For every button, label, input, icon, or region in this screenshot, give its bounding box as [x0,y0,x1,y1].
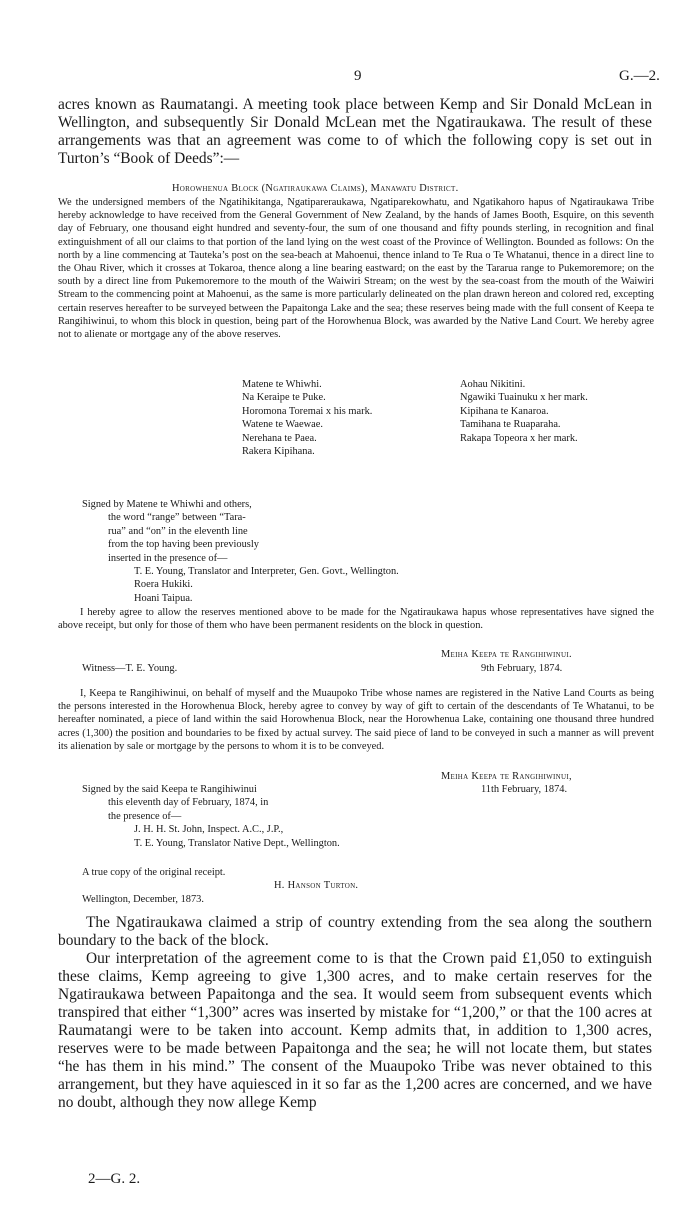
footer-signature: 2—G. 2. [88,1171,141,1187]
true-copy-line: A true copy of the original receipt. [82,867,226,878]
signatory: Rakapa Topeora x her mark. [460,432,578,444]
witness: Roera Hukiki. [134,579,193,591]
signed-line: from the top having been previously [108,539,259,551]
agreement1-date: 9th February, 1874. [481,663,563,674]
deed-body: We the undersigned members of the Ngatihikitanga, Ngatipareraukawa, Ngatiparekowhatu, and Ngatikahoro hapus of Ngatiraukawa Tribe hereby acknowledge to have received from the General Government of New Zealand, by the hands of James Booth, Esquire, on this seventh day of February, one thousand eight hundred and seventy-four, the sum of one thousand and fifty pounds sterling, in recognition and final extinguishment of all our claims to that portion of the land lying on the west coast of the Province of Wellington. Bounded as follows: On the north by a line commencing at Tauteka’s post on the sea-beach at Mahoenui, thence inland to Te Rua o Te Whatanui, thence in a direct line to the Ohau River, which it crosses at Tokaroa, thence along a line bearing eastward; on the east by the Tararua range to Pukemoremore; on the south by a direct line from Pukemoremore to the mouth of the Waiwiri Stream; on the west by the sea-coast from the mouth of the Waiwiri Stream to the commencing point at Mahoenui, as the same is more particularly delineated on the plan drawn hereon and colored red, excepting certain reserves hereafter to be surveyed between the Papaitonga Lake and the sea; these reserves being made with the full consent of Keepa te Rangihiwinui, to whom this block in question, being part of the Horowhenua Block, was awarded by the Native Land Court. We hereby agree not to alienate or mortgage any of the above reserves. [58,197,654,341]
signed-line: the presence of— [108,810,182,822]
agreement2-text: I, Keepa te Rangihiwinui, on behalf of myself and the Muaupoko Tribe whose names are registered in the Native Land Courts as being the persons interested in the Horowhenua Block, hereby agree to convey by way of gift to certain of the descendants of Te Whatanui, to be hereafter nominated, a piece of land within the said Horowhenua Block, near the Horowhenua Lake, containing one thousand three hundred acres (1,300) the position and boundaries to be fixed by actual survey. The said piece of land to be conveyed in such a manner as will prevent its alienation by sale or mortgage by the persons to whom it is to be conveyed. [58,688,654,752]
agreement1-witness: Witness—T. E. Young. [82,663,178,674]
signed-line: the word “range” between “Tara- [108,512,246,524]
signatory: Kipihana te Kanaroa. [460,405,549,417]
signatory: Aohau Nikitini. [460,379,526,390]
agreement2-date: 11th February, 1874. [481,784,568,795]
paper-reference: G.—2. [619,68,660,84]
claim-paragraph: The Ngatiraukawa claimed a strip of country extending from the sea along the southern boundary to the back of the block. [58,914,652,949]
signatory: Watene te Waewae. [242,419,323,431]
signatory: Ngawiki Tuainuku x her mark. [460,392,588,404]
agreement1-text: I hereby agree to allow the reserves mentioned above to be made for the Ngatiraukawa hapus whose representatives have signed the above receipt, but only for those of them who have been permanent residents on the block in question. [58,607,654,632]
certification-place-date: Wellington, December, 1873. [82,894,204,905]
signatory: Matene te Whiwhi. [242,379,322,390]
deed-witnesses [134,565,399,605]
agreement1-signer: Meiha Keepa te Rangihiwinui. [441,649,572,660]
deed-signed-block [82,498,259,565]
signed-line: inserted in the presence of— [108,552,228,564]
signed-line: Signed by Matene te Whiwhi and others, [82,499,252,510]
witness: T. E. Young, Translator and Interpreter, Gen. Govt., Wellington. [134,566,399,577]
signed-line: rua” and “on” in the eleventh line [108,525,248,537]
signatories-right [460,378,588,445]
deed-heading: Horowhenua Block (Ngatiraukawa Claims), Manawatu District. [172,183,459,194]
intro-paragraph: acres known as Raumatangi. A meeting took place between Kemp and Sir Donald McLean in Wellington, and subsequently Sir Donald McLean met the Ngatiraukawa. The result of these arrangements was that an agreement was come to of which the following copy is set out in Turton’s “Book of Deeds”:— [58,96,652,167]
agreement2-signer: Meiha Keepa te Rangihiwinui, [441,771,572,782]
interpretation-paragraph: Our interpretation of the agreement come to is that the Crown paid £1,050 to extinguish these claims, Kemp agreeing to give 1,300 acres, and to make certain reserves for the Ngatiraukawa between Papaitonga and the sea. It would seem from subsequent events which transpired that either “1,300” acres was inserted by mistake for “1,200,” or that the 100 acres at Raumatangi were to be taken into account. Kemp admits that, in addition to 1,300 acres, reserves were to be made between Papaitonga and the sea; he will not locate them, but states “he has them in his mind.” The consent of the Muaupoko Tribe was never obtained to this arrangement, but they have aquiesced in it so far as the 1,200 acres are concerned, and we have no doubt, although they now allege Kemp [58,950,652,1111]
signatory: Horomona Toremai x his mark. [242,405,373,417]
witness: J. H. H. St. John, Inspect. A.C., J.P., [134,824,284,836]
agreement2-signed-block [82,783,340,850]
witness: Hoani Taipua. [134,592,193,604]
signatories-left [242,378,372,458]
signed-line: this eleventh day of February, 1874, in [108,797,269,809]
signatory: Tamihana te Ruaparaha. [460,419,561,431]
page-number: 9 [354,68,362,84]
signed-line: Signed by the said Keepa te Rangihiwinui [82,784,257,795]
certifier-name: H. Hanson Turton. [274,880,359,891]
signatory: Rakera Kipihana. [242,446,315,458]
witness: T. E. Young, Translator Native Dept., Wellington. [134,837,340,849]
signatory: Nerehana te Paea. [242,432,317,444]
signatory: Na Keraipe te Puke. [242,392,326,404]
